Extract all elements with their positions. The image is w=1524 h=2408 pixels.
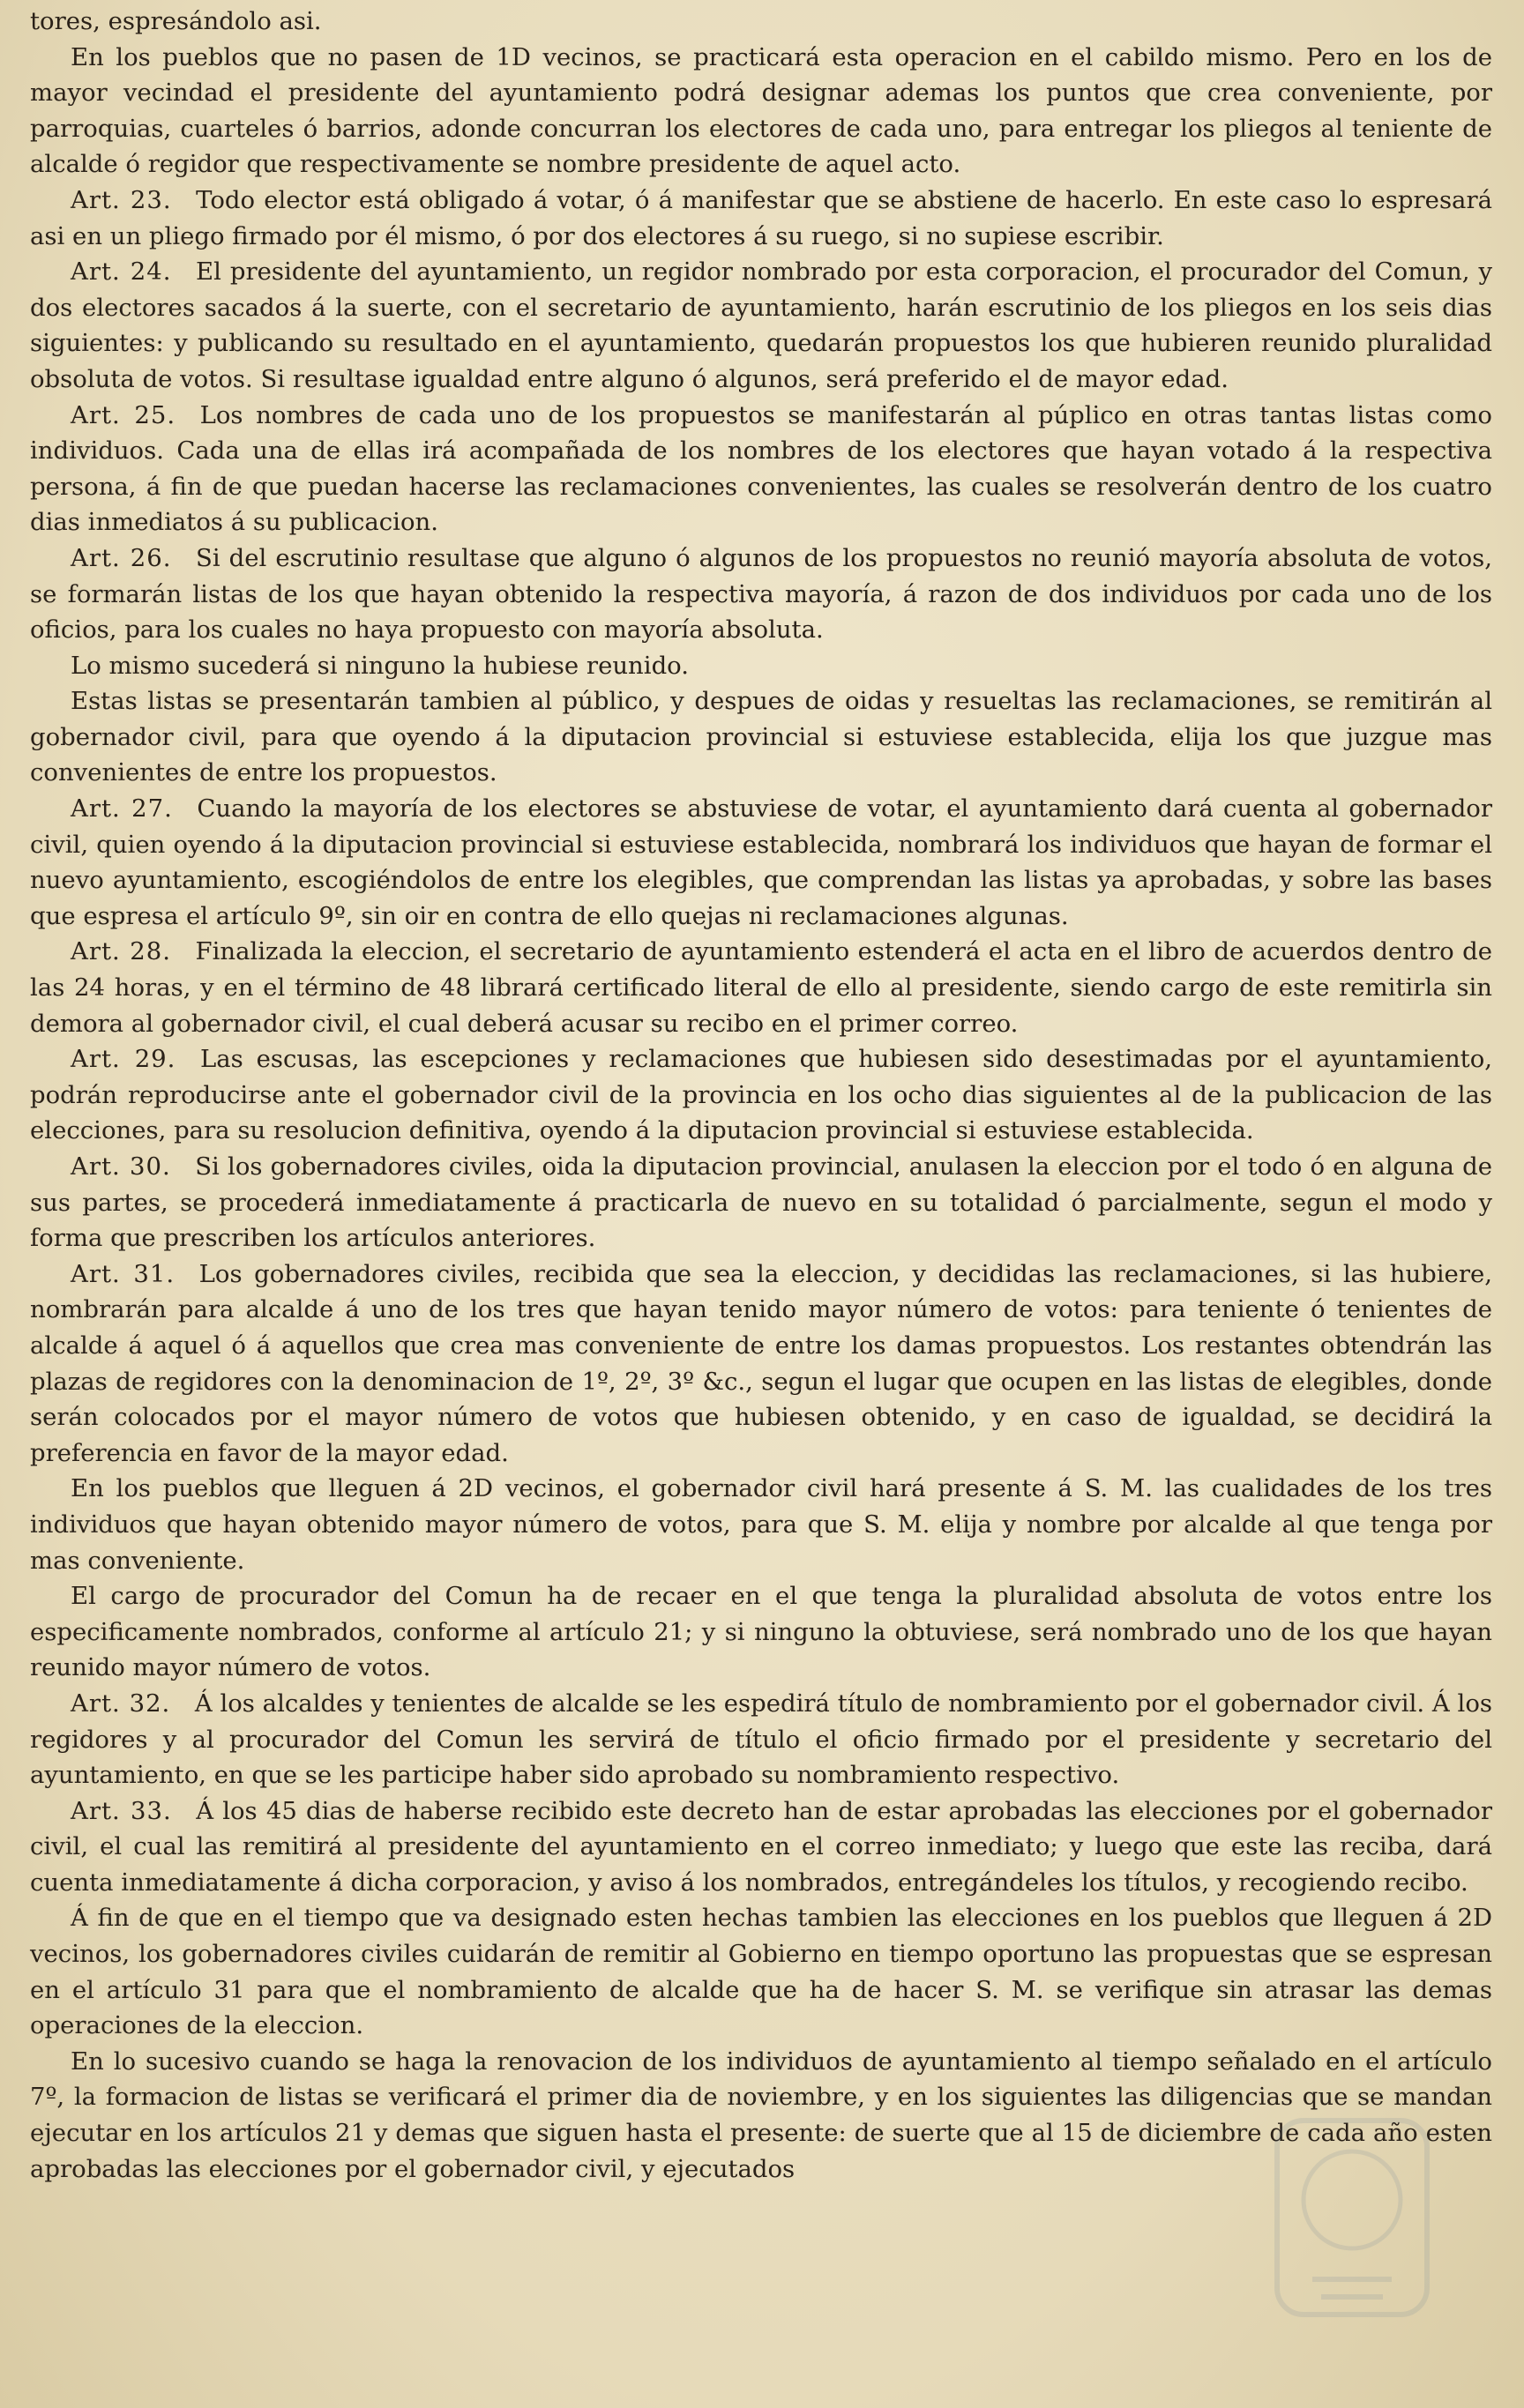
article-paragraph: [30, 183, 1492, 254]
paragraph-text: Lo mismo sucederá si ninguno la hubiese reunido.: [71, 651, 689, 680]
paragraph-text: Las escusas, las escepciones y reclamaciones que hubiesen sido desestimadas por el ayuntamiento, podrán reproducirse ante el gobernador civil de la provincia en los ocho dias siguientes al de la publicacion de las elecciones, para su resolucion definitiva, oyendo á la diputacion provincial si estuviese establecida.: [30, 1045, 1493, 1145]
article-number: Art. 24.: [71, 257, 172, 287]
paragraph-text: Cuando la mayoría de los electores se abstuviese de votar, el ayuntamiento dará cuenta al gobernador civil, quien oyendo á la diputacion provincial si estuviese establecida, nombrará los individuos que hayan de formar el nuevo ayuntamiento, escogiéndolos de entre los elegibles, que comprendan las listas ya aprobadas, y sobre las bases que espresa el artículo 9º, sin oir en contra de ello quejas ni reclamaciones algunas.: [30, 794, 1492, 930]
article-paragraph: [30, 1793, 1492, 1901]
article-paragraph: [30, 398, 1492, 540]
paragraph-text: En los pueblos que no pasen de 1D vecinos, se practicará esta operacion en el cabildo mismo. Pero en los de mayor vecindad el presidente del ayuntamiento podrá designar ademas los puntos que crea conveniente, por parroquias, cuarteles ó barrios, adonde concurran los electores de cada uno, para entregar los pliegos al teniente de alcalde ó regidor que respectivamente se nombre presidente de aquel acto.: [30, 42, 1492, 179]
article-number: Art. 27.: [71, 794, 173, 824]
paragraph-text: Los gobernadores civiles, recibida que sea la eleccion, y decididas las reclamaciones, si las hubiere, nombrarán para alcalde á uno de los tres que hayan tenido mayor número de votos: para teniente ó tenientes de alcalde á aquel ó á aquellos que crea mas conveniente de entre los damas propuestos. Los restantes obtendrán las plazas de regidores con la denominacion de 1º, 2º, 3º &c., segun el lugar que ocupen en las listas de elegibles, donde serán colocados por el mayor número de votos que hubiesen obtenido, y en caso de igualdad, se decidirá la preferencia en favor de la mayor edad.: [30, 1259, 1492, 1467]
article-number: Art. 25.: [71, 400, 176, 429]
article-number: Art. 31.: [71, 1259, 176, 1288]
article-number: Art. 26.: [71, 543, 172, 572]
article-paragraph: [30, 540, 1492, 648]
article-paragraph: [30, 791, 1492, 934]
article-paragraph: [30, 1041, 1492, 1149]
paragraph-text: Los nombres de cada uno de los propuestos se manifestarán al púplico en otras tantas listas como individuos. Cada una de ellas irá acompañada de los nombres de los electores que hayan votado á la respectiva persona, á fin de que puedan hacerse las reclamaciones convenientes, las cuales se resolverán dentro de los cuatro dias inmediatos á su publicacion.: [30, 400, 1492, 537]
text-paragraph: [30, 1900, 1492, 2043]
paragraph-text: Si los gobernadores civiles, oida la diputacion provincial, anulasen la eleccion por el todo ó en alguna de sus partes, se procederá inmediatamente á practicarla de nuevo en su totalidad ó parcialmente, segun el modo y forma que prescriben los artículos anteriores.: [30, 1152, 1493, 1253]
article-number: Art. 23.: [71, 185, 172, 214]
text-paragraph: [30, 683, 1492, 791]
text-paragraph: [30, 40, 1492, 183]
article-number: Art. 33.: [71, 1796, 172, 1825]
paragraph-text: Á los alcaldes y tenientes de alcalde se les espedirá título de nombramiento por el gobernador civil. Á los regidores y al procurador del Comun les servirá de título el oficio firmado por el presidente y secretario del ayuntamiento, en que se les participe haber sido aprobado su nombramiento respectivo.: [30, 1689, 1493, 1790]
text-paragraph: [30, 1578, 1492, 1686]
paragraph-text: Estas listas se presentarán tambien al público, y despues de oidas y resueltas las reclamaciones, se remitirán al gobernador civil, para que oyendo á la diputacion provincial si estuviese establecida, elija los que juzgue mas convenientes de entre los propuestos.: [30, 687, 1492, 787]
paragraph-text: En lo sucesivo cuando se haga la renovacion de los individuos de ayuntamiento al tiempo señalado en el artículo 7º, la formacion de listas se verificará el primer dia de noviembre, y en los siguientes las diligencias que se mandan ejecutar en los artículos 21 y demas que siguen hasta el presente: de suerte que al 15 de diciembre de cada año esten aprobadas las elecciones por el gobernador civil, y ejecutados: [30, 2046, 1492, 2183]
article-paragraph: [30, 934, 1492, 1041]
article-number: Art. 32.: [71, 1689, 171, 1718]
text-paragraph: [30, 1471, 1492, 1578]
library-seal-watermark: [1259, 2103, 1445, 2332]
text-paragraph: [30, 4, 1492, 40]
article-number: Art. 29.: [71, 1045, 176, 1074]
paragraph-text: Finalizada la eleccion, el secretario de ayuntamiento estenderá el acta en el libro de acuerdos dentro de las 24 horas, y en el término de 48 librará certificado literal de ello al presidente, siendo cargo de este remitirla sin demora al gobernador civil, el cual deberá acusar su recibo en el primer correo.: [30, 937, 1492, 1038]
paragraph-text: Si del escrutinio resultase que alguno ó algunos de los propuestos no reunió mayoría absoluta de votos, se formarán listas de los que hayan obtenido la respectiva mayoría, á razon de dos individuos por cada uno de los oficios, para los cuales no haya propuesto con mayoría absoluta.: [30, 543, 1492, 645]
paragraph-text: Todo elector está obligado á votar, ó á manifestar que se abstiene de hacerlo. En este caso lo espresará asi en un pliego firmado por él mismo, ó por dos electores á su ruego, si no supiese escribir.: [30, 185, 1492, 250]
paragraph-text: En los pueblos que lleguen á 2D vecinos, el gobernador civil hará presente á S. M. las cualidades de los tres individuos que hayan obtenido mayor número de votos, para que S. M. elija y nombre por alcalde al que tenga por mas conveniente.: [30, 1474, 1492, 1575]
article-paragraph: [30, 254, 1492, 397]
article-number: Art. 30.: [71, 1152, 171, 1181]
paragraph-text: Á fin de que en el tiempo que va designado esten hechas tambien las elecciones en los pueblos que lleguen á 2D vecinos, los gobernadores civiles cuidarán de remitir al Gobierno en tiempo oportuno las propuestas que se espresan en el artículo 31 para que el nombramiento de alcalde que ha de hacer S. M. se verifique sin atrasar las demas operaciones de la eleccion.: [30, 1904, 1492, 2040]
article-paragraph: [30, 1149, 1492, 1256]
paragraph-text: tores, espresándolo asi.: [30, 7, 322, 35]
article-number: Art. 28.: [71, 937, 171, 966]
article-paragraph: [30, 1686, 1492, 1793]
paragraph-text: El presidente del ayuntamiento, un regidor nombrado por esta corporacion, el procurador del Comun, y dos electores sacados á la suerte, con el secretario de ayuntamiento, harán escrutinio de los pliegos en los seis dias siguientes: y publicando su resultado en el ayuntamiento, quedarán propuestos los que hubieren reunido pluralidad obsoluta de votos. Si resultase igualdad entre alguno ó algunos, será preferido el de mayor edad.: [30, 257, 1492, 393]
text-paragraph: [30, 648, 1492, 684]
article-paragraph: [30, 1256, 1492, 1472]
paragraph-text: Á los 45 dias de haberse recibido este decreto han de estar aprobadas las elecciones por el gobernador civil, el cual las remitirá al presidente del ayuntamiento en el correo inmediato; y luego que este las reciba, dará cuenta inmediatamente á dicha corporacion, y aviso á los nombrados, entregándeles los títulos, y recogiendo recibo.: [30, 1796, 1492, 1897]
paragraph-text: El cargo de procurador del Comun ha de recaer en el que tenga la pluralidad absoluta de votos entre los especificamente nombrados, conforme al artículo 21; y si ninguno la obtuviese, será nombrado uno de los que hayan reunido mayor número de votos.: [30, 1582, 1492, 1682]
